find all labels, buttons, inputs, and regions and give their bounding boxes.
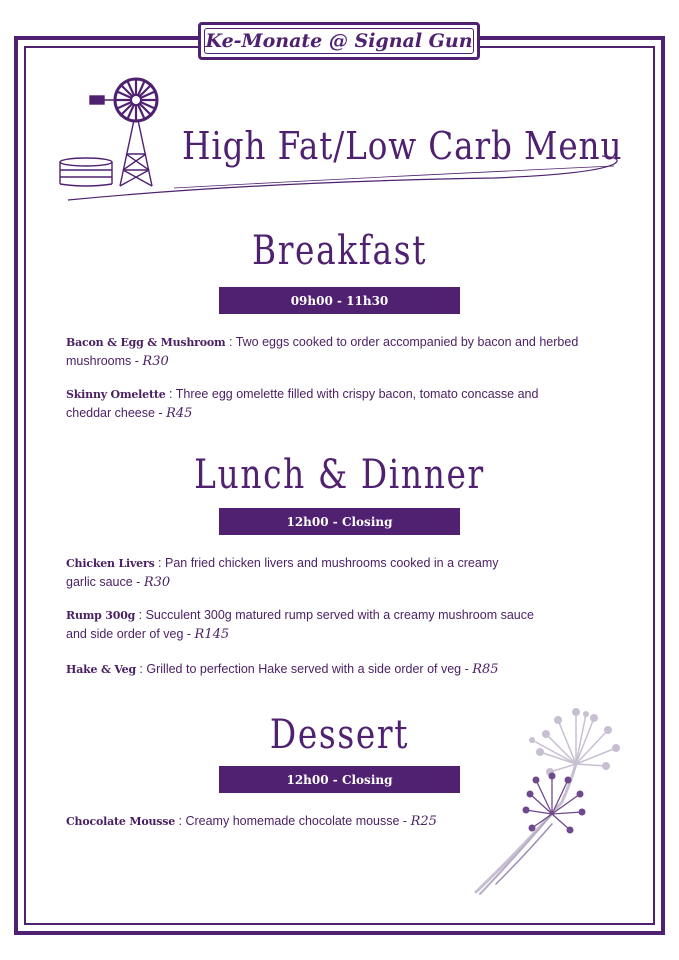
item-price: R25 <box>410 814 437 829</box>
hours-text: 12h00 - Closing <box>286 514 393 529</box>
item-price: R30 <box>142 354 169 369</box>
section-heading-lunch-dinner: Lunch & Dinner <box>194 452 485 498</box>
item-description-cont: and side order of veg - <box>66 627 195 641</box>
section-heading-dessert: Dessert <box>269 712 410 758</box>
menu-item: Bacon & Egg & Mushroom : Two eggs cooked to order accompanied by bacon and herbed mushrooms - R30 <box>66 335 579 369</box>
hours-text: 12h00 - Closing <box>286 772 393 787</box>
hours-bar-breakfast <box>219 287 460 314</box>
section-heading-breakfast: Breakfast <box>251 228 428 274</box>
item-price: R45 <box>166 406 193 421</box>
item-description: Pan fried chicken livers and mushrooms cooked in a creamy <box>165 556 499 570</box>
hours-bar-lunch-dinner <box>219 508 460 535</box>
hours-bar-dessert <box>219 766 460 793</box>
hours-text: 09h00 - 11h30 <box>290 293 389 308</box>
item-name: Rump 300g <box>66 609 136 622</box>
item-price: R85 <box>472 662 499 677</box>
item-description-cont: mushrooms - <box>66 354 143 368</box>
item-name: Bacon & Egg & Mushroom <box>66 336 226 349</box>
item-description: Succulent 300g matured rump served with a creamy mushroom sauce <box>145 608 534 622</box>
item-name: Chicken Livers <box>66 557 155 570</box>
item-description: Creamy homemade chocolate mousse - <box>185 814 411 828</box>
item-description: Three egg omelette filled with crispy bacon, tomato concasse and <box>175 387 539 401</box>
menu-item: Rump 300g : Succulent 300g matured rump served with a creamy mushroom sauce and side order of veg - R145 <box>66 608 534 642</box>
restaurant-name: Ke-Monate @ Signal Gun <box>205 30 473 52</box>
menu-item: Skinny Omelette : Three egg omelette filled with crispy bacon, tomato concasse and cheddar cheese - R45 <box>66 387 539 421</box>
menu-title: High Fat/Low Carb Menu <box>182 124 623 168</box>
item-description-cont: cheddar cheese - <box>66 406 167 420</box>
menu-item: Hake & Veg : Grilled to perfection Hake served with a side order of veg - R85 <box>66 662 499 677</box>
menu-item: Chocolate Mousse : Creamy homemade chocolate mousse - R25 <box>66 814 437 829</box>
menu-item: Chicken Livers : Pan fried chicken livers and mushrooms cooked in a creamy garlic sauce - R30 <box>66 556 499 590</box>
item-price: R30 <box>143 575 171 590</box>
item-price: R145 <box>194 627 230 642</box>
item-name: Hake & Veg <box>66 663 136 676</box>
item-description: Two eggs cooked to order accompanied by bacon and herbed <box>235 335 579 349</box>
agapanthus-flower-icon <box>466 704 626 900</box>
item-name: Skinny Omelette <box>66 388 166 401</box>
restaurant-name-badge <box>198 22 480 60</box>
item-name: Chocolate Mousse <box>66 815 176 828</box>
item-description-cont: garlic sauce - <box>66 575 144 589</box>
item-description: Grilled to perfection Hake served with a side order of veg - <box>146 662 473 676</box>
